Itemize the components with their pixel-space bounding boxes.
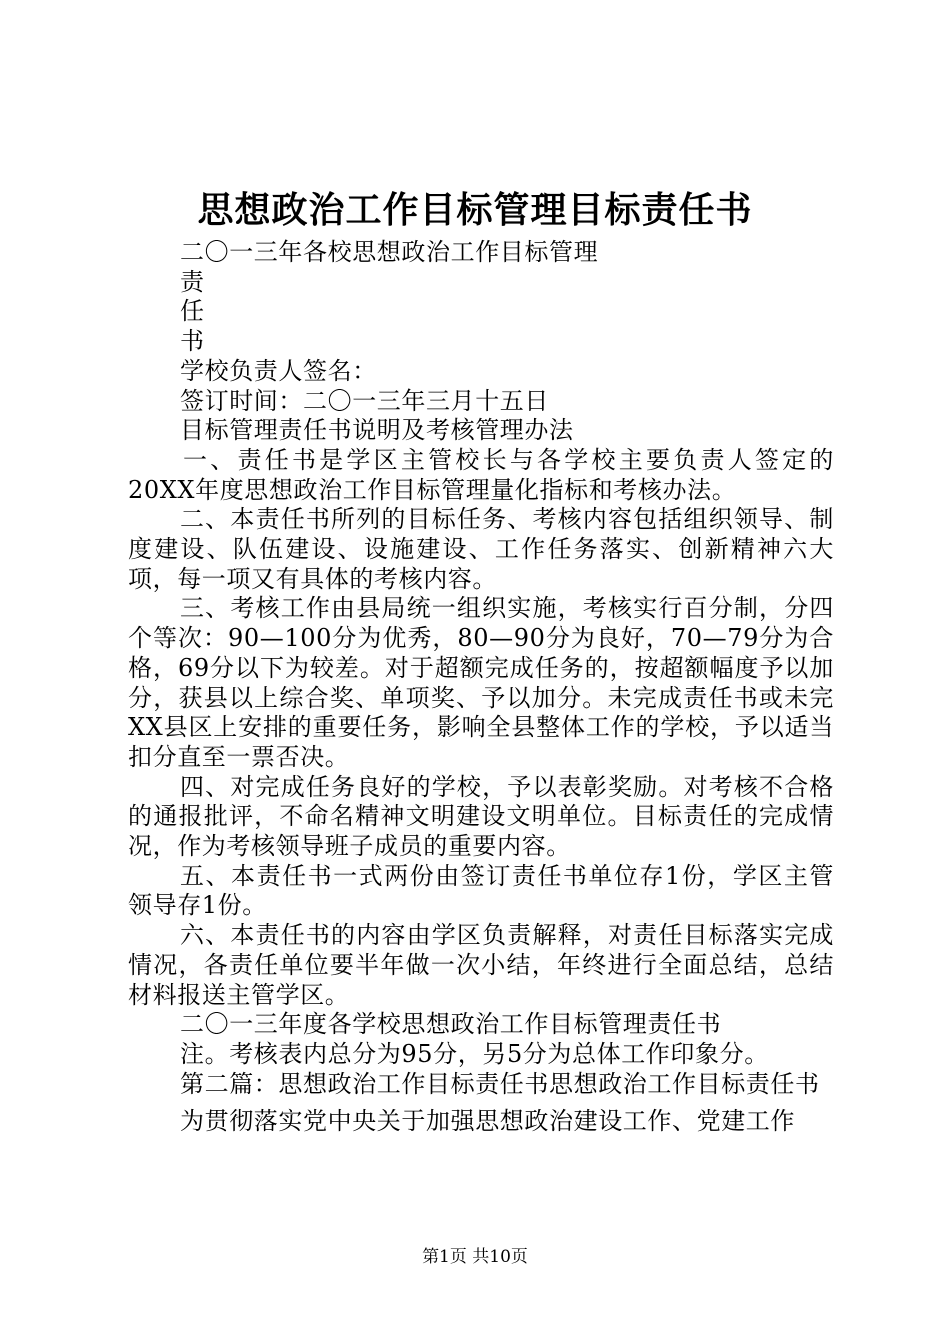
paragraph-3: 三、考核工作由县局统一组织实施，考核实行百分制，分四个等次：90—100分为优秀，80—90分为良好，70—79分为合格，69分以下为较差。对于超额完成任务的，按超额幅度予以加分，获县以上综合奖、单项奖、予以加分。未完成责任书或未完XX县区上安排的重要任务，影响全县整体工作的学校，予以适当扣分直至一票否决。: [128, 594, 834, 771]
table-caption-line: 二〇一三年度各学校思想政治工作目标管理责任书: [180, 1010, 722, 1039]
paragraph-6: 六、本责任书的内容由学区负责解释，对责任目标落实完成情况，各责任单位要半年做一次小结，年终进行全面总结，总结材料报送主管学区。: [128, 921, 834, 1009]
paragraph-1: 一、责任书是学区主管校长与各学校主要负责人签定的20XX年度思想政治工作目标管理量化指标和考核办法。: [128, 445, 834, 504]
paragraph-5: 五、本责任书一式两份由签订责任书单位存1份，学区主管领导存1份。: [128, 861, 834, 920]
vertical-char-3: 书: [180, 327, 205, 356]
paragraph-7: 第二篇：思想政治工作目标责任书思想政治工作目标责任书: [180, 1069, 820, 1098]
vertical-char-1: 责: [180, 267, 205, 296]
document-title: 思想政治工作目标管理目标责任书: [197, 189, 753, 231]
document-body: [128, 238, 834, 1137]
signature-line: 学校负责人签名：: [180, 356, 377, 385]
paragraph-2: 二、本责任书所列的目标任务、考核内容包括组织领导、制度建设、队伍建设、设施建设、工作任务落实、创新精神六大项，每一项又有具体的考核内容。: [128, 505, 834, 593]
page-footer: 第1页 共10页: [422, 1247, 528, 1267]
note-line: 注。考核表内总分为95分，另5分为总体工作印象分。: [180, 1039, 769, 1068]
subtitle-line: 二〇一三年各校思想政治工作目标管理: [180, 238, 599, 266]
paragraph-8: 为贯彻落实党中央关于加强思想政治建设工作、党建工作: [180, 1107, 795, 1136]
signing-date-line: 签订时间：二〇一三年三月十五日: [180, 386, 549, 415]
section-heading: 目标管理责任书说明及考核管理办法: [180, 416, 574, 445]
paragraph-4: 四、对完成任务良好的学校，予以表彰奖励。对考核不合格的通报批评，不命名精神文明建设文明单位。目标责任的完成情况，作为考核领导班子成员的重要内容。: [128, 772, 834, 861]
vertical-char-2: 任: [180, 297, 205, 326]
